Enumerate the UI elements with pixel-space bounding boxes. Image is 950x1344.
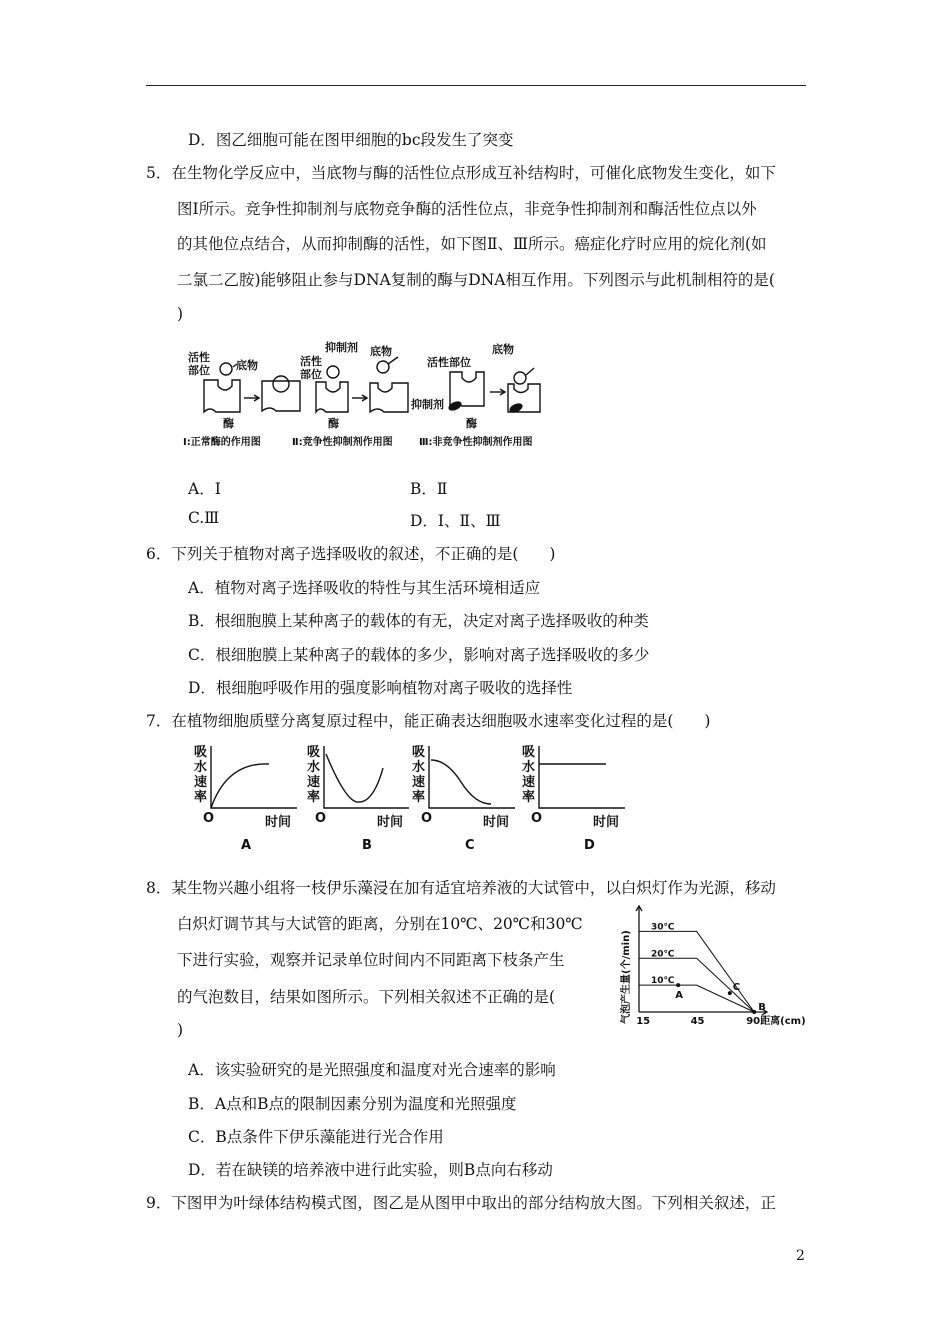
substrate-circle-2 <box>377 361 389 373</box>
fig2-substrate-label: 底物 <box>370 345 392 358</box>
x-tick-15: 15 <box>636 1016 651 1027</box>
q5-stem-line5: ) <box>177 305 184 323</box>
q6-stem: 6．下列关于植物对离子选择吸收的叙述，不正确的是( ) <box>146 545 556 563</box>
graph-a-axes <box>211 746 297 808</box>
enzyme-shape-3a <box>450 372 484 406</box>
graph-label-d: D <box>584 838 595 853</box>
graph-label-a: A <box>241 838 252 853</box>
substrate-circle-1a <box>220 363 232 375</box>
point-dot-c <box>728 991 732 995</box>
graph-label-c: C <box>465 838 475 853</box>
svg-text:时间: 时间 <box>377 815 404 830</box>
svg-text:率: 率 <box>522 790 536 805</box>
bubble-rate-chart <box>617 900 806 1032</box>
series-label-0: 30℃ <box>651 922 675 933</box>
point-dot-a <box>676 983 680 987</box>
fig1-active-site-l1: 活性 <box>188 351 210 364</box>
q6-option-c: C．根细胞膜上某种离子的载体的多少，影响对离子选择吸收的多少 <box>188 646 650 664</box>
svg-text:时间: 时间 <box>483 815 510 830</box>
enzyme-shape-2b <box>370 383 408 412</box>
q8-stem-line2: 白炽灯调节其与大试管的距离，分别在10℃、20℃和30℃ <box>177 915 583 933</box>
svg-text:率: 率 <box>194 790 208 805</box>
q6-option-a: A．植物对离子选择吸收的特性与其生活环境相适应 <box>188 579 541 597</box>
q6-option-b: B．根细胞膜上某种离子的载体的有无，决定对离子选择吸收的种类 <box>188 612 649 630</box>
fig2-active-site-l1: 活性 <box>300 355 322 368</box>
svg-text:O: O <box>315 811 327 826</box>
header-rule <box>146 85 806 86</box>
q5-stem-line4: 二氯二乙胺)能够阻止参与DNA复制的酶与DNA相互作用。下列图示与此机制相符的是( <box>177 271 775 289</box>
fig1-active-site-l2: 部位 <box>188 364 210 377</box>
q8-option-b: B．A点和B点的限制因素分别为温度和光照强度 <box>188 1095 517 1113</box>
fig-caption-1: Ⅰ:正常酶的作用图 <box>183 437 261 448</box>
enzyme-inhibition-figure <box>180 338 565 456</box>
svg-text:速: 速 <box>307 775 321 790</box>
q8-option-d: D．若在缺镁的培养液中进行此实验，则B点向右移动 <box>188 1161 553 1179</box>
substrate-circle-3 <box>514 372 526 384</box>
fig1-enzyme-label: 酶 <box>223 417 234 430</box>
graph-label-b: B <box>362 838 372 853</box>
q5-stem-line3: 的其他位点结合，从而抑制酶的活性，如下图Ⅱ、Ⅲ所示。癌症化疗时应用的烷化剂(如 <box>177 235 767 253</box>
series-label-2: 10℃ <box>651 976 675 987</box>
substrate-circle-1b <box>273 376 289 392</box>
fig3-active-site-label: 活性部位 <box>427 356 471 369</box>
x-tick-45: 45 <box>690 1016 705 1027</box>
svg-text:率: 率 <box>307 790 321 805</box>
q5-option-b: B．Ⅱ <box>410 480 448 498</box>
fig-caption-2: Ⅱ:竞争性抑制剂作用图 <box>292 437 393 448</box>
x-axis-label: 距离(cm) <box>760 1016 806 1027</box>
svg-text:速: 速 <box>412 775 426 790</box>
enzyme-shape-1b <box>262 381 300 411</box>
svg-text:O: O <box>421 811 433 826</box>
q8-option-a: A．该实验研究的是光照强度和温度对光合速率的影响 <box>188 1061 556 1079</box>
graph-d-axes <box>539 746 625 808</box>
series-line-0 <box>639 931 754 1012</box>
svg-text:水: 水 <box>522 760 536 775</box>
svg-text:吸: 吸 <box>412 745 426 760</box>
point-dot-b <box>752 1010 756 1014</box>
q5-option-c: C.Ⅲ <box>188 509 220 527</box>
q8-stem-line3: 下进行实验，观察并记录单位时间内不同距离下枝条产生 <box>177 951 565 969</box>
point-label-a: A <box>675 990 683 1002</box>
fig2-active-site-l2: 部位 <box>300 368 322 381</box>
svg-text:水: 水 <box>194 760 208 775</box>
q8-stem-line1: 8．某生物兴趣小组将一枝伊乐藻浸在加有适宜培养液的大试管中，以白炽灯作为光源，移动 <box>146 879 776 897</box>
q8-option-c: C．B点条件下伊乐藻能进行光合作用 <box>188 1128 444 1146</box>
point-label-c: C <box>732 982 741 994</box>
substrate-arrow-3 <box>526 368 534 375</box>
graph-c-axes <box>429 746 515 808</box>
svg-text:水: 水 <box>412 760 426 775</box>
q9-stem-line1: 9．下图甲为叶绿体结构模式图，图乙是从图甲中取出的部分结构放大图。下列相关叙述，正 <box>146 1194 776 1212</box>
q6-option-d: D．根细胞呼吸作用的强度影响植物对离子吸收的选择性 <box>188 679 573 697</box>
inhibitor-circle <box>327 366 339 378</box>
fig2-inhibitor-label: 抑制剂 <box>325 341 358 354</box>
point-label-b: B <box>758 1002 766 1013</box>
q7-graphs <box>185 742 635 854</box>
fig3-substrate-label: 底物 <box>492 343 514 356</box>
q4-option-d: D．图乙细胞可能在图甲细胞的bc段发生了突变 <box>188 131 514 149</box>
fig3-enzyme-label: 酶 <box>466 417 477 430</box>
svg-text:水: 水 <box>307 760 321 775</box>
enzyme-shape-2a <box>316 382 348 412</box>
svg-text:时间: 时间 <box>593 815 620 830</box>
q5-stem-line2: 图Ⅰ所示。竞争性抑制剂与底物竞争酶的活性位点，非竞争性抑制剂和酶活性位点以外 <box>177 200 757 218</box>
series-label-1: 20℃ <box>651 949 675 960</box>
svg-text:率: 率 <box>412 790 426 805</box>
svg-text:时间: 时间 <box>265 815 292 830</box>
y-axis-label: 气泡产生量(个/min) <box>621 930 632 1024</box>
page-number: 2 <box>796 1248 805 1264</box>
svg-text:速: 速 <box>194 775 208 790</box>
q5-option-a: A．Ⅰ <box>188 480 221 498</box>
graph-a-curve <box>211 764 269 808</box>
svg-text:吸: 吸 <box>194 745 208 760</box>
fig-caption-3: Ⅲ:非竞争性抑制剂作用图 <box>419 437 533 448</box>
q5-stem-line1: 5．在生物化学反应中，当底物与酶的活性位点形成互补结构时，可催化底物发生变化，如下 <box>146 164 776 182</box>
x-tick-90: 90 <box>746 1016 761 1027</box>
q5-option-d: D．Ⅰ、Ⅱ、Ⅲ <box>410 512 501 530</box>
svg-text:O: O <box>203 811 215 826</box>
fig2-enzyme-label: 酶 <box>328 417 339 430</box>
graph-b-curve <box>326 754 383 802</box>
svg-text:吸: 吸 <box>307 745 321 760</box>
q8-stem-line4: 的气泡数目，结果如图所示。下列相关叙述不正确的是( <box>177 988 556 1006</box>
fig1-substrate-label: 底物 <box>236 359 258 372</box>
q7-stem: 7．在植物细胞质壁分离复原过程中，能正确表达细胞吸水速率变化过程的是( ) <box>146 712 711 730</box>
substrate-arrow-2 <box>388 357 398 364</box>
svg-text:速: 速 <box>522 775 536 790</box>
svg-text:吸: 吸 <box>522 745 536 760</box>
enzyme-shape-1a <box>204 380 240 412</box>
fig3-inhibitor-label: 抑制剂 <box>411 398 444 411</box>
q8-stem-line5: ) <box>177 1021 184 1039</box>
svg-text:O: O <box>531 811 543 826</box>
graph-c-curve <box>431 760 491 804</box>
